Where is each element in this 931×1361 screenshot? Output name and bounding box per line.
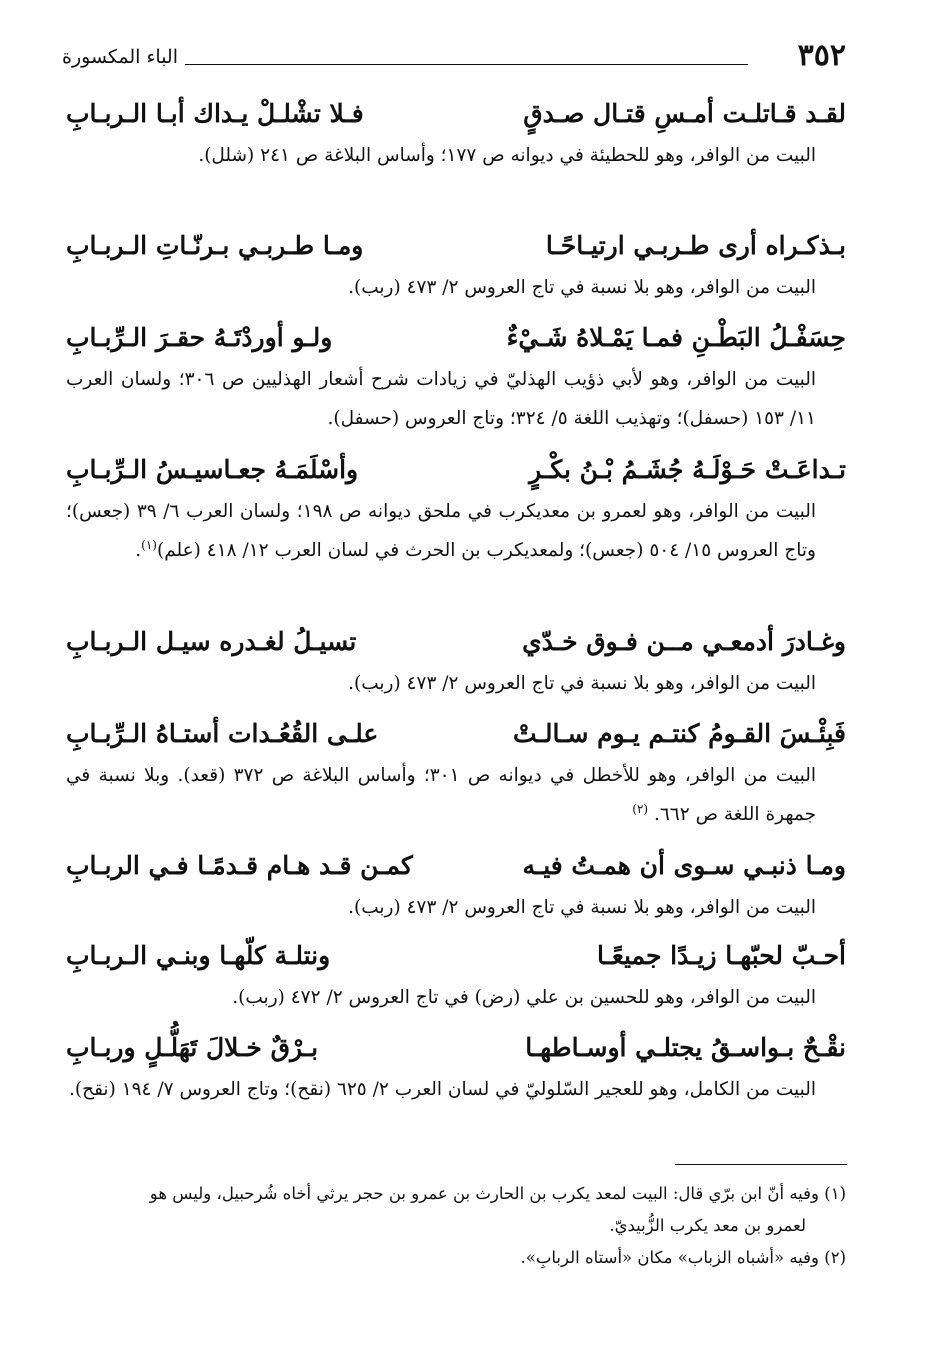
verse-entry-8 [66,932,846,1017]
running-title: الباء المكسورة [62,46,179,68]
footnote-2: (٢) وفيه «أشباه الزباب» مكان «أستاه الربابِ». [520,1248,846,1267]
verse-commentary [66,756,846,834]
hemistich-first: ومـا ذنبـي سـوى أن همـتُ فيـه [522,850,846,880]
hemistich-first: لقـد قـاتلـت أمـسِ قتـال صـدقٍ [523,98,846,128]
hemistich-second: فـلا تشْلـلْ يـداك أبـا الـربـابِ [66,98,364,128]
verse-line [66,314,846,360]
verse-commentary: البيت من الوافر، وهو لأبي ذؤيب الهذليّ في زيادات شرح أشعار الهذليين ص ٣٠٦؛ ولسان العرب ١١/ ١٥٣ (حسفل)؛ وتهذيب اللغة ٥/ ٣٢٤؛ وتاج العروس (حسفل). [66,369,817,429]
hemistich-second: ولـو أوردْتَـهُ حقـرَ الـرِّبـابِ [66,322,333,352]
hemistich-second: ونتلـة كلّهـا وبنـي الـربـابِ [66,940,331,970]
verse-entry-2 [66,222,846,307]
page-number: ٣٥٢ [797,38,846,73]
verse-line [66,1024,846,1070]
verse-commentary: البيت من الكامل، وهو للعجير السّلوليّ في لسان العرب ٢/ ٦٢٥ (نقح)؛ وتاج العروس ٧/ ١٩٤ (نقح). [69,1079,816,1100]
verse-entry-5 [66,618,846,703]
commentary-text: البيت من الوافر، وهو لعمرو بن معديكرب في ملحق ديوانه ص ١٩٨؛ ولسان العرب ٦/ ٣٩ (جعس)؛ وتاج العروس ١٥/ ٥٠٤ (جعس)؛ ولمعديكرب بن الحرث في لسان العرب ١٢/ ٤١٨ (علم) [66,501,816,561]
page-header [62,36,846,76]
hemistich-first: أحـبّ لحبّهـا زيـدًا جميعًـا [596,940,846,970]
hemistich-first: حِسَفْـلُ البَطْـنِ فمـا يَمْـلاهُ شَـيْءٌ [506,322,846,352]
footnote-ref: (١) [141,537,157,552]
verse-line [66,222,846,268]
verse-line [66,710,846,756]
hemistich-second: كمـن قـد هـام قـدمًـا فـي الربـابِ [66,850,413,880]
verse-entry-6 [66,710,846,834]
verse-entry-1 [66,90,846,175]
hemistich-second: تسيـلُ لغـدره سيـل الـربـابِ [66,626,357,656]
verse-commentary: البيت من الوافر، وهو بلا نسبة في تاج العروس ٢/ ٤٧٣ (ربب). [348,277,816,298]
verse-line [66,618,846,664]
verse-commentary: البيت من الوافر، وهو بلا نسبة في تاج العروس ٢/ ٤٧٣ (ربب). [348,897,816,918]
hemistich-second: ومـا طـربـي بـرنّـاتِ الـربـابِ [66,230,364,260]
verse-entry-4 [66,446,846,570]
verse-line [66,90,846,136]
footnote-ref: (٢) [632,801,649,816]
hemistich-second: علـى القُعُـدات أستـاهُ الـرِّبـابِ [66,718,379,748]
hemistich-first: وغـادرَ أدمعـي مــن فـوق خـدّي [522,626,846,656]
verse-commentary: البيت من الوافر، وهو للحسين بن علي (رض) في تاج العروس ٢/ ٤٧٢ (ربب). [232,987,816,1008]
hemistich-first: نقْـحٌ بـواسـقُ يجتلـي أوسـاطهـا [525,1032,846,1062]
verse-commentary: البيت من الوافر، وهو بلا نسبة في تاج العروس ٢/ ٤٧٣ (ربب). [348,673,816,694]
footnote-rule [675,1164,847,1165]
header-rule [185,64,748,65]
hemistich-second: وأسْلَمَـهُ جعـاسيـسُ الـرِّبـابِ [66,454,359,484]
hemistich-first: فَبِئْـسَ القـومُ كنتـم يـوم سـالـتْ [513,718,846,748]
commentary-text: البيت من الوافر، وهو للأخطل في ديوانه ص ٣٠١؛ وأساس البلاغة ص ٣٧٢ (قعد). وبلا نسبة في جمهرة اللغة ص ٦٦٢. [66,765,817,825]
verse-line [66,842,846,888]
verse-entry-3 [66,314,846,438]
footnote-1-line-1: (١) وفيه أنّ ابن برّي قال: البيت لمعد يكرب بن الحارث بن عمرو بن حجر يرثي أخاه شُرحبيل، وليس هو [149,1184,846,1203]
footnotes [66,1178,846,1274]
verse-entry-9 [66,1024,846,1109]
verse-commentary: البيت من الوافر، وهو للحطيئة في ديوانه ص ١٧٧؛ وأساس البلاغة ص ٢٤١ (شلل). [198,145,816,166]
hemistich-second: بـرْقٌ خـلالَ تَهَلُّـلٍ وربـابِ [66,1032,319,1062]
verse-commentary: البيت من الوافر، وهو لعمرو بن معديكرب في ملحق ديوانه ص ١٩٨؛ ولسان العرب ٦/ ٣٩ (جعس)؛ وتاج العروس ١٥/ ٥٠٤ (جعس)؛ ولمعديكرب بن الحرث في لسان العرب ١٢/ ٤١٨ (علم)$^{(١)}$. [66,501,816,561]
hemistich-first: تـداعَـتْ حَـوْلَـهُ جُشَـمُ بْـنُ بكْـرٍ [529,454,846,484]
footnote-1-line-2: لعمرو بن معد يكرب الزُّبيديّ. [609,1216,806,1235]
verse-line [66,932,846,978]
verse-line [66,446,846,492]
hemistich-first: بـذكـراه أرى طـربـي ارتيـاحًـا [545,230,846,260]
verse-entry-7 [66,842,846,927]
